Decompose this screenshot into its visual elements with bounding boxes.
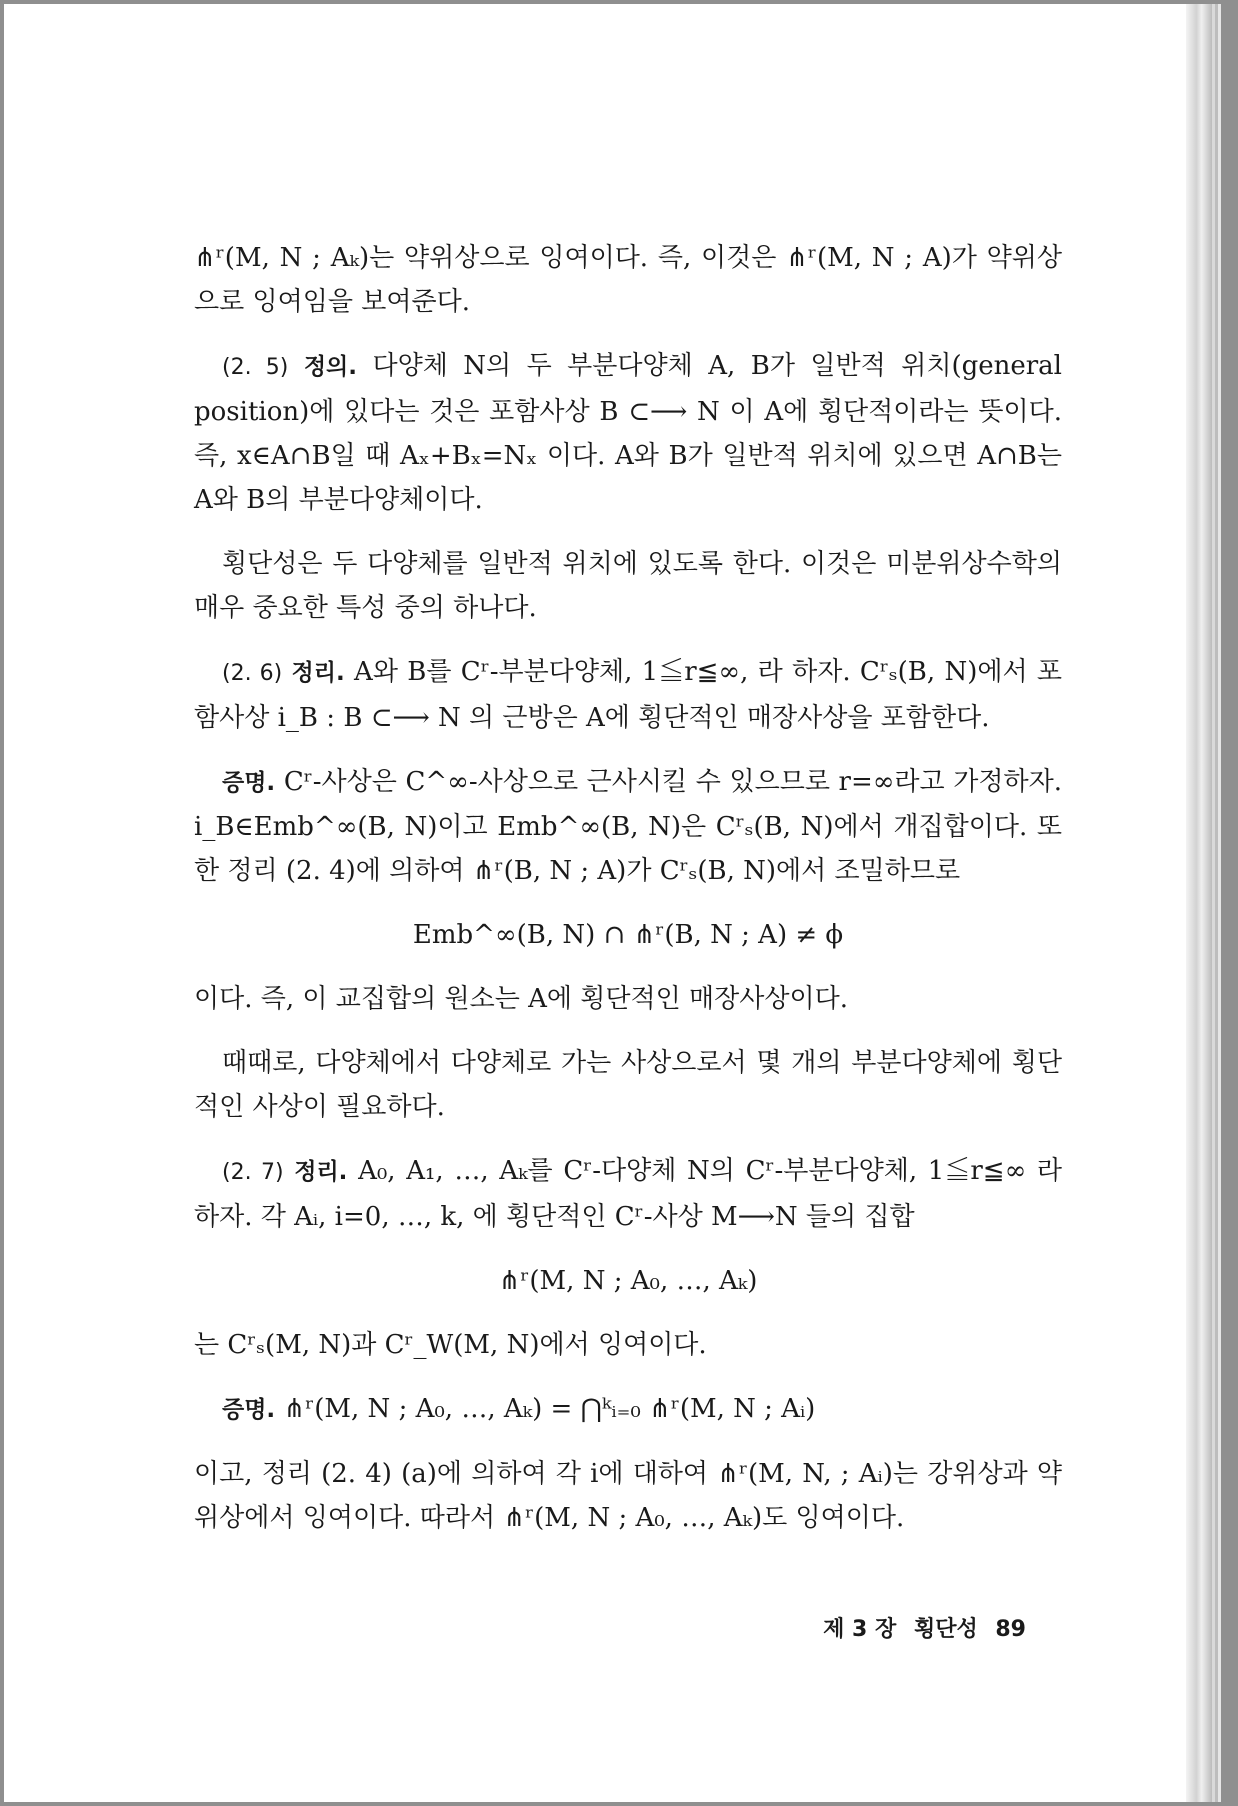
- proof-2-7: [194, 1387, 1062, 1432]
- proof-conclusion: 이다. 즉, 이 교집합의 원소는 A에 횡단적인 매장사상이다.: [194, 984, 848, 1014]
- proof-2-6: [194, 760, 1062, 893]
- theorem-body: A와 B를 Cʳ-부분다양체, 1≦r≦∞, 라 하자. Cʳₛ(B, N)에서 포함사상 i_B : B ⊂⟶ N 의 근방은 A에 횡단적인 매장사상을 포함한다.: [194, 657, 1062, 733]
- page-edge: [1186, 4, 1212, 1802]
- display-equation-1: Emb^∞(B, N) ∩ ⋔ʳ(B, N ; A) ≠ ϕ: [412, 920, 844, 950]
- theorem-number: (2. 6): [222, 661, 283, 686]
- definition-body: 다양체 N의 두 부분다양체 A, B가 일반적 위치(general position)에 있다는 것은 포함사상 B ⊂⟶ N 이 A에 횡단적이라는 뜻이다. 즉, x∈A∩B일 때 Aₓ+Bₓ=Nₓ 이다. A와 B가 일반적 위치에 있으면 A∩B는 A와 B의 부분다양체이다.: [194, 351, 1062, 515]
- page-body: [194, 236, 1062, 1540]
- display-equation-2: ⋔ʳ(M, N ; A₀, …, Aₖ): [498, 1266, 758, 1296]
- theorem-body: A₀, A₁, …, Aₖ를 Cʳ-다양체 N의 Cʳ-부분다양체, 1≦r≦∞ 라 하자. 각 Aᵢ, i=0, …, k, 에 횡단적인 Cʳ-사상 M⟶N 들의 집합: [194, 1156, 1063, 1232]
- theorem-2-6: [194, 650, 1062, 740]
- proof-body: Cʳ-사상은 C^∞-사상으로 근사시킬 수 있으므로 r=∞라고 가정하자. i_B∈Emb^∞(B, N)이고 Emb^∞(B, N)은 Cʳₛ(B, N)에서 개집합이다. 또한 정리 (2. 4)에 의하여 ⋔ʳ(B, N ; A)가 Cʳₛ(B, N)에서 조밀하므로: [194, 767, 1063, 886]
- remark-paragraph: 횡단성은 두 다양체를 일반적 위치에 있도록 한다. 이것은 미분위상수학의 매우 중요한 특성 중의 하나다.: [194, 549, 1062, 623]
- theorem-number: (2. 7): [222, 1160, 284, 1185]
- page-number: 89: [995, 1617, 1026, 1642]
- theorem-kind: 정리.: [291, 660, 345, 686]
- definition-number: (2. 5): [222, 355, 289, 380]
- proof-equation: ⋔ʳ(M, N ; A₀, …, Aₖ) = ⋂ᵏᵢ₌₀ ⋔ʳ(M, N ; Aᵢ): [283, 1394, 816, 1424]
- chapter-title: 횡단성: [913, 1617, 978, 1642]
- proof-label: 증명.: [222, 770, 276, 796]
- remark-paragraph-2: 때때로, 다양체에서 다양체로 가는 사상으로서 몇 개의 부분다양체에 횡단적인 사상이 필요하다.: [194, 1048, 1062, 1122]
- page-footer: [813, 1612, 1026, 1643]
- proof-label: 증명.: [222, 1397, 276, 1423]
- final-paragraph: 이고, 정리 (2. 4) (a)에 의하여 각 i에 대하여 ⋔ʳ(M, N, ; Aᵢ)는 강위상과 약위상에서 잉여이다. 따라서 ⋔ʳ(M, N ; A₀, …, Aₖ)도 잉여이다.: [194, 1459, 1062, 1533]
- book-page: [4, 4, 1212, 1802]
- theorem-2-7: [194, 1149, 1062, 1239]
- chapter-label: 제 3 장: [823, 1617, 897, 1642]
- paragraph-continuation: ⋔ʳ(M, N ; Aₖ)는 약위상으로 잉여이다. 즉, 이것은 ⋔ʳ(M, N ; A)가 약위상으로 잉여임을 보여준다.: [194, 243, 1062, 317]
- definition-kind: 정의.: [303, 354, 357, 380]
- theorem-kind: 정리.: [294, 1159, 348, 1185]
- theorem-conclusion: 는 Cʳₛ(M, N)과 Cʳ_W(M, N)에서 잉여이다.: [194, 1330, 707, 1360]
- definition-2-5: [194, 344, 1062, 522]
